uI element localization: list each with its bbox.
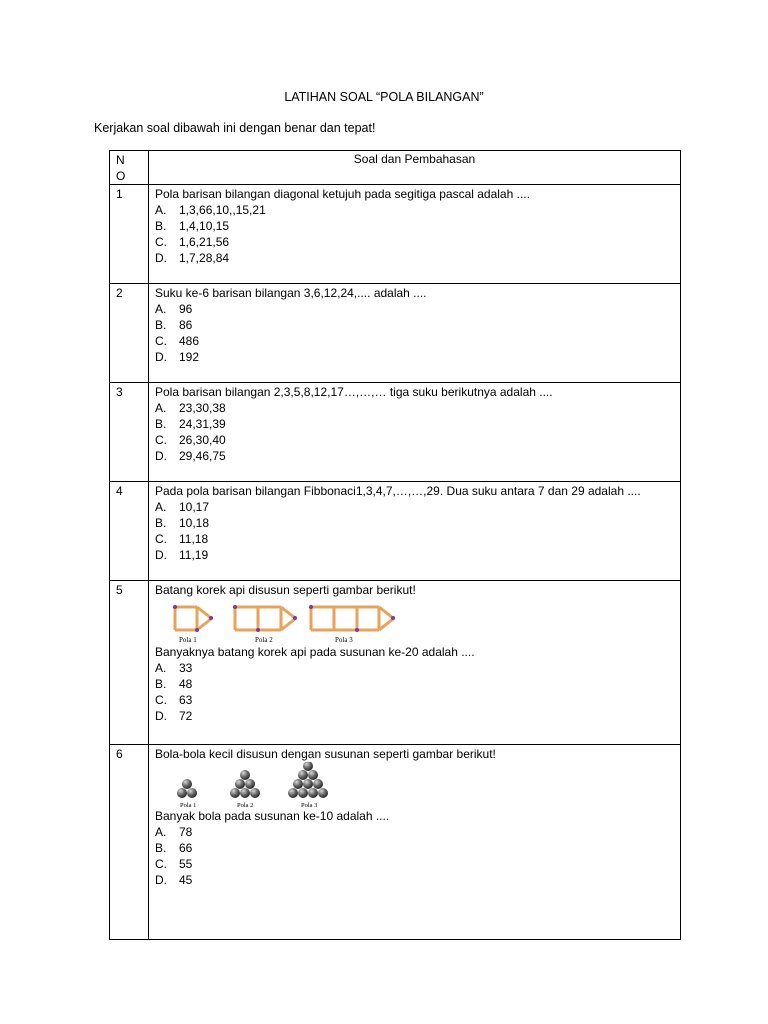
ball xyxy=(182,779,192,789)
option-b xyxy=(155,676,680,692)
option-b xyxy=(155,416,680,432)
option-a xyxy=(155,301,680,317)
option-c xyxy=(155,856,680,872)
question-row-1 xyxy=(110,185,681,284)
option-value: 486 xyxy=(179,334,200,348)
option-letter: C. xyxy=(155,693,167,707)
ball xyxy=(293,779,303,789)
question-number: 2 xyxy=(110,284,149,383)
ball xyxy=(230,788,240,798)
match-head xyxy=(309,605,313,609)
ball xyxy=(250,788,260,798)
option-value: 1,6,21,56 xyxy=(179,235,230,249)
header-no-label: N O xyxy=(116,153,126,183)
option-d xyxy=(155,250,680,266)
option-b xyxy=(155,840,680,856)
ball xyxy=(318,788,328,798)
question-row-4 xyxy=(110,482,681,581)
question-row-5 xyxy=(110,581,681,745)
option-letter: C. xyxy=(155,532,167,546)
question-row-3 xyxy=(110,383,681,482)
question-cell xyxy=(149,745,681,940)
page-title: LATIHAN SOAL “POLA BILANGAN” xyxy=(284,90,484,104)
option-value: 23,30,38 xyxy=(179,401,226,415)
option-value: 192 xyxy=(179,350,200,364)
pattern-label: Pola 1 xyxy=(179,636,197,644)
match-head xyxy=(293,616,297,620)
option-letter: C. xyxy=(155,235,167,249)
question-number: 1 xyxy=(110,185,149,284)
question-number: 3 xyxy=(110,383,149,482)
option-d xyxy=(155,708,680,724)
instruction-text: Kerjakan soal dibawah ini dengan benar dan tepat! xyxy=(94,121,376,135)
option-c xyxy=(155,692,680,708)
question-row-2 xyxy=(110,284,681,383)
option-value: 11,19 xyxy=(179,548,209,562)
pattern-label: Pola 3 xyxy=(301,802,318,808)
question-text: Pada pola barisan bilangan Fibbonaci1,3,4,7,…,…,29. Dua suku antara 7 dan 29 adalah .... xyxy=(155,484,641,498)
matchstick-pattern-3 xyxy=(309,605,395,644)
matchstick xyxy=(281,619,295,630)
ball xyxy=(187,788,197,798)
ball xyxy=(288,788,298,798)
option-letter: D. xyxy=(155,709,167,723)
pattern-label: Pola 3 xyxy=(335,636,353,644)
option-letter: D. xyxy=(155,350,167,364)
option-b xyxy=(155,515,680,531)
question-text: Suku ke-6 barisan bilangan 3,6,12,24,.... adalah .... xyxy=(155,286,427,300)
option-value: 96 xyxy=(179,302,193,316)
ball xyxy=(298,770,308,780)
option-letter: A. xyxy=(155,825,167,839)
question-number: 4 xyxy=(110,482,149,581)
question-text: Pola barisan bilangan diagonal ketujuh pada segitiga pascal adalah .... xyxy=(155,187,530,201)
header-soal: Soal dan Pembahasan xyxy=(149,151,681,185)
option-value: 63 xyxy=(179,693,193,707)
ball xyxy=(240,770,250,780)
question-row-6 xyxy=(110,745,681,940)
option-a xyxy=(155,202,680,218)
option-c xyxy=(155,234,680,250)
option-letter: A. xyxy=(155,661,167,675)
ball xyxy=(240,788,250,798)
option-value: 72 xyxy=(179,709,193,723)
option-letter: B. xyxy=(155,677,167,691)
option-value: 26,30,40 xyxy=(179,433,226,447)
ball-pattern-1 xyxy=(177,779,197,808)
option-c xyxy=(155,432,680,448)
ball xyxy=(245,779,255,789)
ball xyxy=(313,779,323,789)
matchstick xyxy=(197,607,211,618)
matchstick-pattern-1 xyxy=(173,605,213,644)
option-letter: C. xyxy=(155,857,167,871)
option-value: 1,3,66,10,,15,21 xyxy=(179,203,266,217)
question-number: 6 xyxy=(110,745,149,940)
match-head xyxy=(209,616,213,620)
option-letter: A. xyxy=(155,203,167,217)
option-letter: B. xyxy=(155,516,167,530)
option-a xyxy=(155,824,680,840)
ball-pattern-3 xyxy=(288,762,328,808)
ball xyxy=(308,770,318,780)
pattern-label: Pola 1 xyxy=(180,802,197,808)
ball xyxy=(303,779,313,789)
option-value: 10,18 xyxy=(179,516,210,530)
option-letter: A. xyxy=(155,500,167,514)
ball xyxy=(303,762,313,771)
option-value: 86 xyxy=(179,318,193,332)
matchstick xyxy=(379,619,393,630)
pattern-label: Pola 2 xyxy=(237,802,254,808)
question-table xyxy=(109,150,681,940)
option-d xyxy=(155,547,680,563)
option-letter: C. xyxy=(155,433,167,447)
option-letter: A. xyxy=(155,302,167,316)
question-cell xyxy=(149,284,681,383)
option-value: 24,31,39 xyxy=(179,417,226,431)
option-b xyxy=(155,317,680,333)
match-head xyxy=(355,628,359,632)
ball-pattern-figure xyxy=(155,762,415,808)
option-c xyxy=(155,333,680,349)
ball xyxy=(177,788,187,798)
match-head xyxy=(391,616,395,620)
question-cell xyxy=(149,581,681,745)
question-cell xyxy=(149,383,681,482)
pattern-label: Pola 2 xyxy=(255,636,273,644)
question-text: Pola barisan bilangan 2,3,5,8,12,17…,…,… tiga suku berikutnya adalah .... xyxy=(155,385,553,399)
match-head xyxy=(256,628,260,632)
option-letter: B. xyxy=(155,219,167,233)
option-letter: B. xyxy=(155,318,167,332)
match-head xyxy=(195,628,199,632)
ball xyxy=(298,788,308,798)
option-value: 45 xyxy=(179,873,193,887)
option-a xyxy=(155,499,680,515)
option-letter: D. xyxy=(155,449,167,463)
matchstick xyxy=(197,619,211,630)
option-value: 48 xyxy=(179,677,193,691)
option-a xyxy=(155,660,680,676)
option-d xyxy=(155,448,680,464)
matchstick-figure xyxy=(155,598,415,644)
question-number: 5 xyxy=(110,581,149,745)
ball xyxy=(308,788,318,798)
question-text-2: Banyaknya batang korek api pada susunan ke-20 adalah .... xyxy=(155,645,475,659)
option-letter: A. xyxy=(155,401,167,415)
option-value: 66 xyxy=(179,841,193,855)
option-value: 10,17 xyxy=(179,500,210,514)
option-a xyxy=(155,400,680,416)
ball xyxy=(235,779,245,789)
option-value: 29,46,75 xyxy=(179,449,226,463)
option-letter: D. xyxy=(155,548,167,562)
option-value: 1,4,10,15 xyxy=(179,219,230,233)
option-letter: D. xyxy=(155,251,167,265)
question-cell xyxy=(149,482,681,581)
matchstick-pattern-2 xyxy=(233,605,297,644)
option-b xyxy=(155,218,680,234)
question-text: Bola-bola kecil disusun dengan susunan seperti gambar berikut! xyxy=(155,747,496,761)
option-d xyxy=(155,872,680,888)
option-value: 33 xyxy=(179,661,193,675)
question-text-2: Banyak bola pada susunan ke-10 adalah .... xyxy=(155,809,390,823)
question-text: Batang korek api disusun seperti gambar berikut! xyxy=(155,583,416,597)
question-cell xyxy=(149,185,681,284)
option-c xyxy=(155,531,680,547)
option-letter: B. xyxy=(155,417,167,431)
header-no xyxy=(110,151,149,185)
match-head xyxy=(233,605,237,609)
option-d xyxy=(155,349,680,365)
option-value: 78 xyxy=(179,825,193,839)
table-header-row xyxy=(110,151,681,185)
match-head xyxy=(173,605,177,609)
option-value: 11,18 xyxy=(179,532,209,546)
option-value: 55 xyxy=(179,857,193,871)
option-letter: B. xyxy=(155,841,167,855)
option-value: 1,7,28,84 xyxy=(179,251,230,265)
ball-pattern-2 xyxy=(230,770,260,808)
option-letter: D. xyxy=(155,873,167,887)
matchstick xyxy=(281,607,295,618)
option-letter: C. xyxy=(155,334,167,348)
matchstick xyxy=(379,607,393,618)
